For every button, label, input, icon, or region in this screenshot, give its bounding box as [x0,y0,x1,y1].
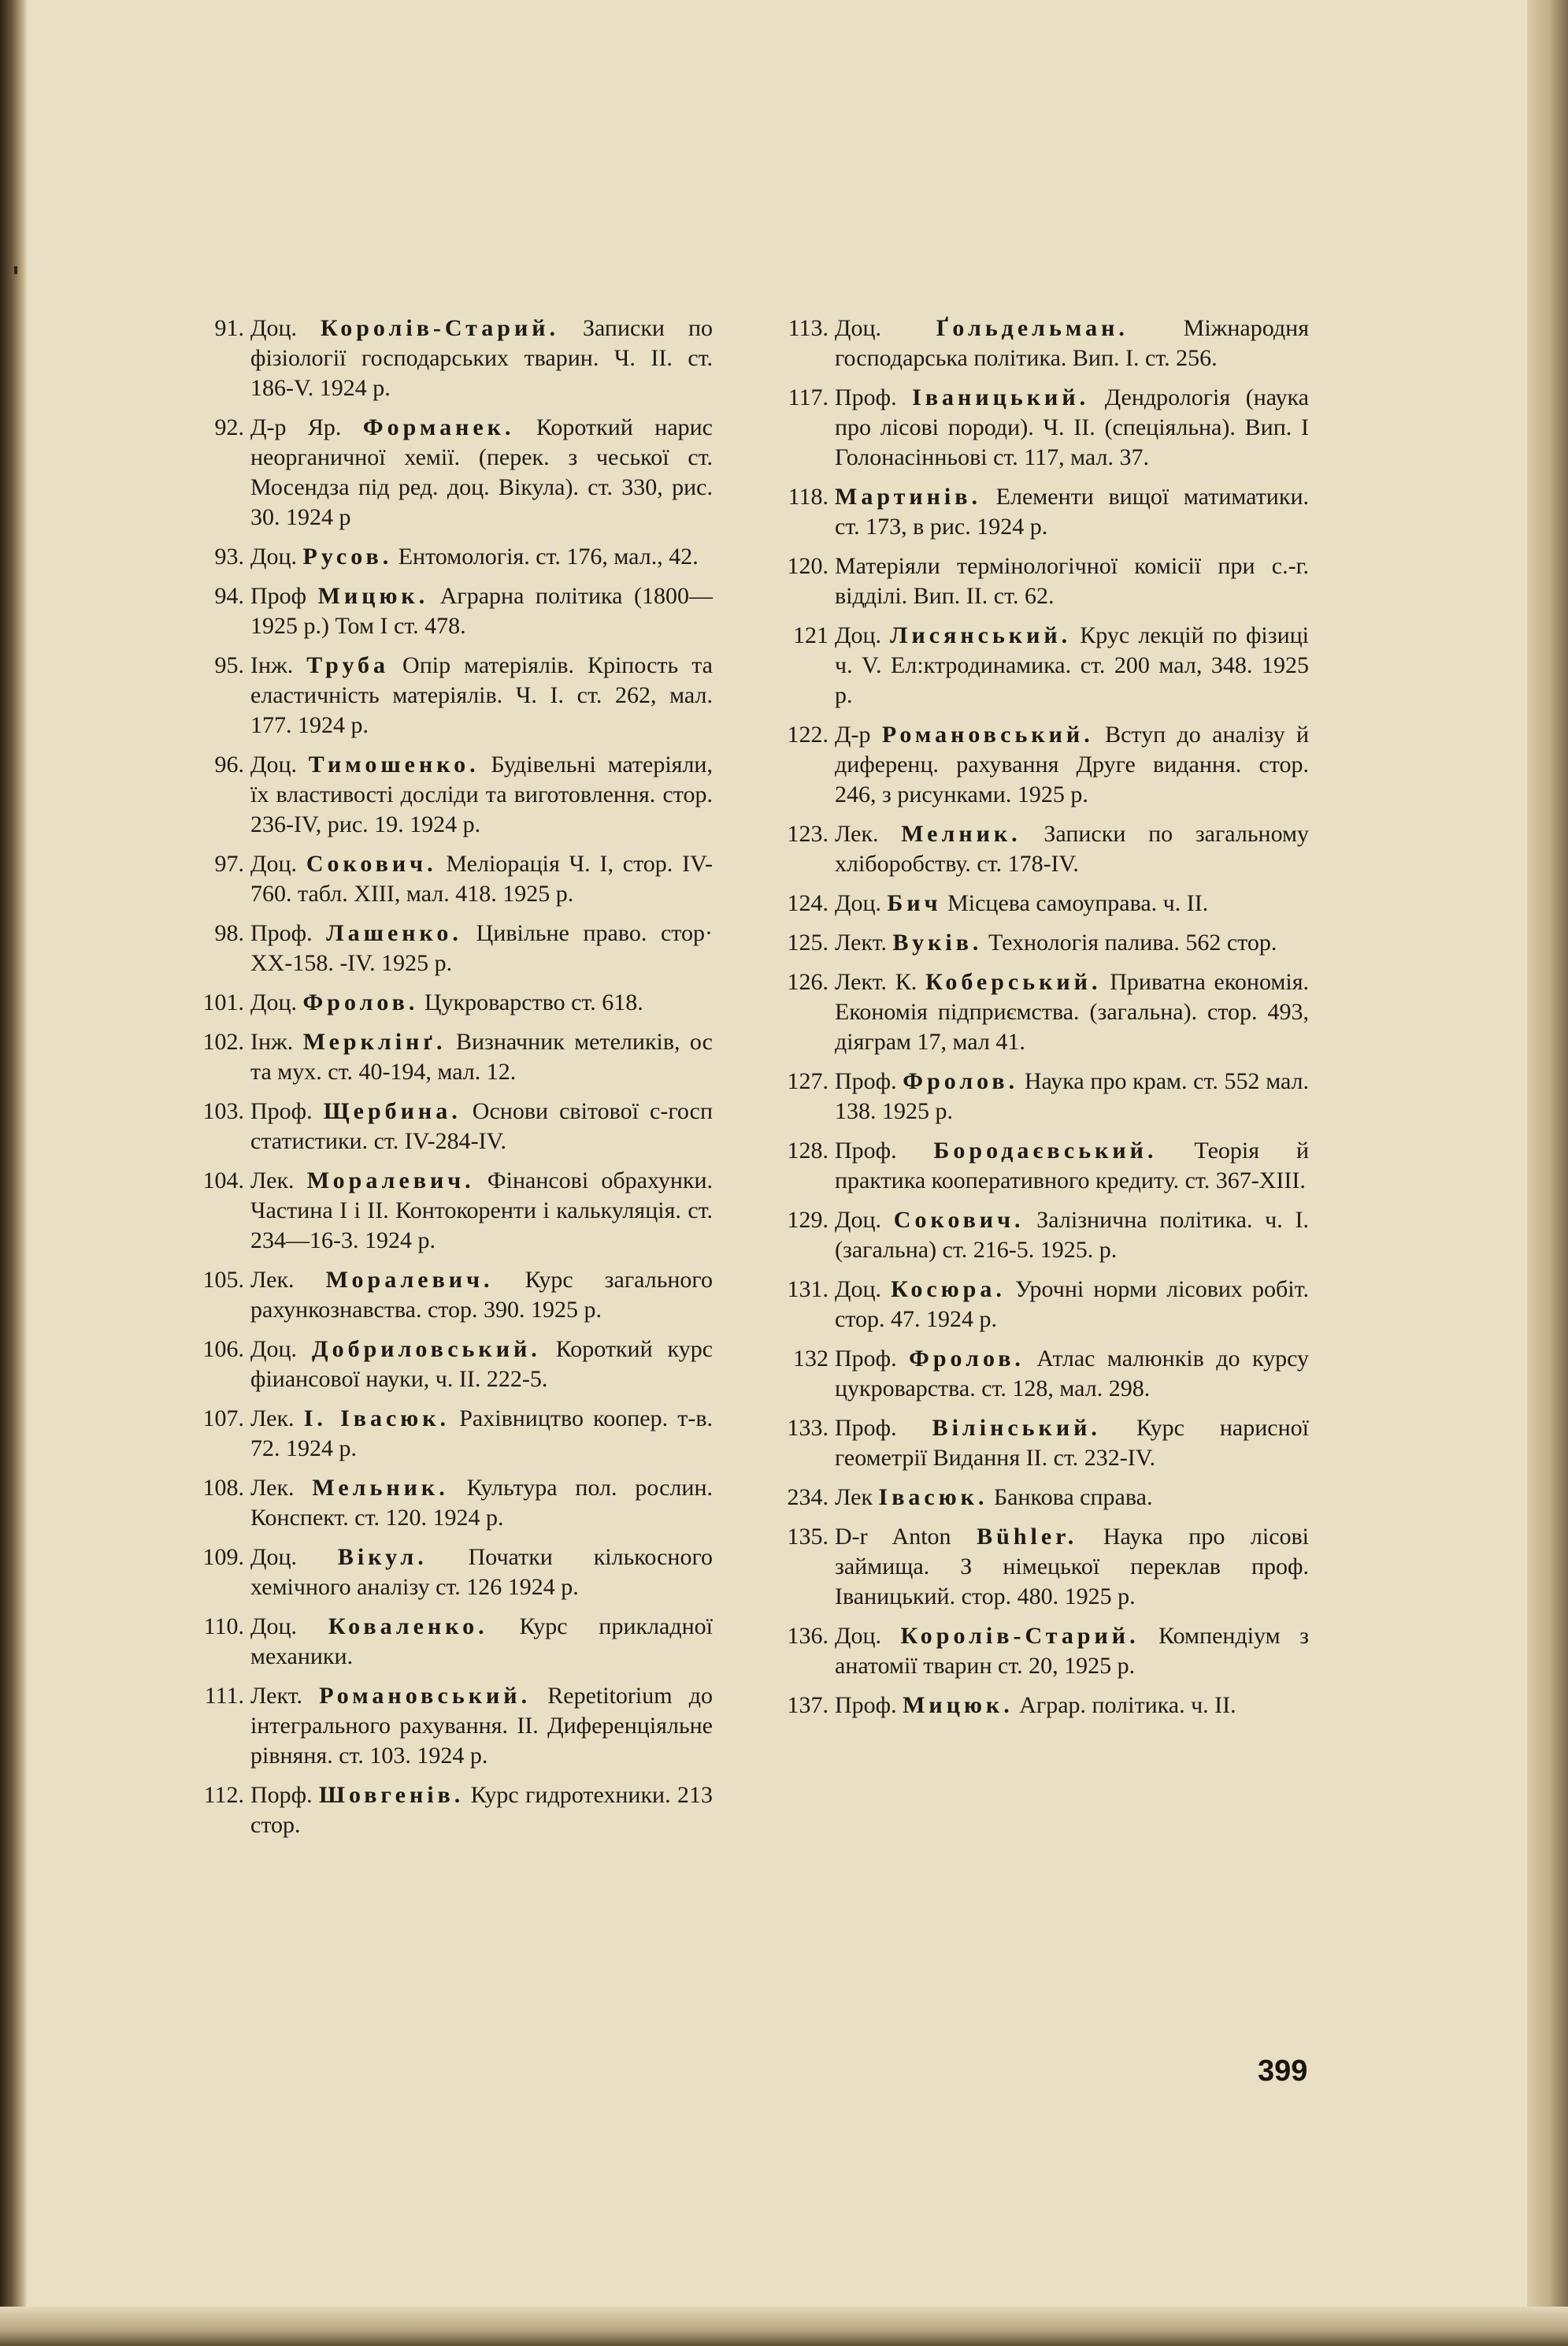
entry-author-name: Мицюк. [317,583,429,609]
entry-title-prefix: Доц. [250,851,298,877]
entry-number: 124. [787,890,828,916]
entry-text [835,889,1309,919]
entry-text [835,621,1309,711]
entry-description: Меліорація Ч. I, стор. IV-760. табл. XIII, мал. 418. 1925 р. [250,851,714,907]
entry-description: Матеріяли термінологічної комісії при с.-г. відділі. Вип. II. ст. 62. [835,553,1309,609]
entry-description: Repetitorium до інтегрального рахування. II. Диференціяльне рівняня. ст. 103. 1924 р. [250,1683,714,1769]
entry-number: 122. [787,722,828,748]
entry-number: 107. [202,1405,244,1431]
bibliography-entry [781,621,1309,711]
book-spine-shadow [0,0,27,2346]
entry-description: Аграр. політика. ч. II. [1019,1692,1236,1718]
entry-title-prefix: Інж. [250,1029,294,1055]
entry-text [835,720,1309,810]
entry-title-prefix: Доц. [835,1276,882,1302]
entry-title-prefix: Проф. [835,384,897,410]
entry-author-name: Вікул. [337,1544,428,1570]
entry-text [835,1344,1309,1404]
bibliography-entry [197,988,713,1018]
entry-author-name: Романовський. [881,722,1094,748]
entry-author-name: Мелник. [901,821,1021,847]
entry-title-prefix: Проф. [250,1098,313,1124]
entry-text [835,1522,1309,1612]
bibliography-entry [781,819,1309,879]
entry-title-prefix: Інж. [250,652,294,678]
entry-description: Банкова справа. [993,1484,1153,1510]
left-column [197,314,713,1850]
entry-description: Курс нарисної геометрії Видання II. ст. 232-IV. [835,1415,1310,1471]
entry-description: Дендрологія (наука про лісові породи). Ч. II. (спеціяльна). Вип. I Голонасінньові ст. 117, мал. 37. [835,384,1309,470]
entry-description: Ентомологія. ст. 176, мал., 42. [398,544,699,570]
entry-number: 91. [214,315,244,341]
entry-number: 234. [787,1484,828,1510]
entry-author-name: Бич [887,890,942,916]
entry-number: 105. [202,1267,244,1293]
entry-number: 117. [788,384,828,410]
entry-number: 121 [793,622,828,648]
entry-description: Короткий нарис неорганичної хемії. (перек. з чеської ст. Мосендза під ред. доц. Вікула). ст. 330, рис. 30. 1924 р [250,414,713,530]
entry-description: Курс загального рахункознавства. стор. 390. 1925 р. [250,1267,713,1323]
entry-author-name: Лисянський. [890,622,1072,648]
entry-text [250,542,713,572]
entry-description: Залізнична політика. ч. I. (загальна) ст. 216-5. 1925. р. [835,1207,1310,1263]
entry-author-name: Фролов. [909,1346,1025,1372]
bibliography-entry [197,1166,713,1256]
entry-title-prefix: Д-р [835,722,871,748]
entry-title-prefix: Доц. [250,315,298,341]
entry-author-name: Форманек. [362,414,515,440]
entry-number: 131. [787,1276,828,1302]
bibliography-entry [197,1473,713,1533]
bibliography-entry [197,1265,713,1325]
entry-text [250,1612,713,1672]
entry-description: Наука про крам. ст. 552 мал. 138. 1925 р. [835,1068,1310,1124]
entry-text [250,1404,713,1464]
bibliography-entry [197,1612,713,1672]
entry-number: 135. [787,1524,828,1550]
page-edge-right [1527,0,1568,2346]
entry-author-name: Тимошенко. [308,752,480,778]
entry-description: Вступ до аналізу й диференц. рахування Друге видання. стор. 246, з рисунками. 1925 р. [835,722,1310,807]
margin-mark [14,266,17,274]
bibliography-entry [197,750,713,840]
entry-number: 97. [214,851,244,877]
bibliography-entry [781,1067,1309,1127]
entry-text [250,581,713,641]
entry-author-name: Bühler. [977,1524,1078,1550]
entry-description: Записки по фізіології господарських тварин. Ч. II. ст. 186-V. 1924 р. [250,315,713,401]
entry-description: Записки по загальному хліборобству. ст. 178-IV. [835,821,1310,877]
entry-title-prefix: Доц. [250,1544,298,1570]
entry-title-prefix: Доц. [250,752,298,778]
entry-text [835,551,1309,611]
entry-text [250,750,713,840]
entry-title-prefix: Лект. [835,930,887,956]
entry-number: 95. [214,652,244,678]
entry-number: 125. [787,930,828,956]
entry-description: Короткий курс фіиансової науки, ч. II. 222-5. [250,1336,714,1392]
entry-title-prefix: Проф. [835,1415,897,1441]
bibliography-entry [781,967,1309,1057]
entry-author-name: Щербина. [323,1098,462,1124]
entry-title-prefix: Доц. [835,1623,882,1649]
bibliography-entry [781,482,1309,542]
entry-description: Цивільне право. стор· XX-158. -IV. 1925 р. [250,920,713,976]
entry-author-name: Добриловський. [311,1336,541,1362]
bibliography-entry [781,1275,1309,1334]
entry-text [835,1413,1309,1473]
bibliography-entry [781,1621,1309,1681]
entry-number: 120. [787,553,828,579]
entry-number: 108. [202,1475,244,1501]
entry-author-name: Сокович. [306,851,437,877]
entry-description: Визначник метеликів, ос та мух. ст. 40-194, мал. 12. [250,1029,713,1085]
entry-author-name: Вілінський. [932,1415,1101,1441]
entry-text [250,988,713,1018]
entry-title-prefix: Доц. [835,315,882,341]
entry-description: Міжнародня господарська політика. Вип. I. ст. 256. [835,315,1310,371]
entry-text [250,1780,713,1840]
bibliography-entry [197,651,713,741]
entry-title-prefix: Лект. [250,1683,302,1709]
entry-title-prefix: Доц. [250,544,298,570]
entry-number: 102. [202,1029,244,1055]
entry-description: Елементи вищої матиматики. ст. 173, в рис. 1924 р. [835,484,1309,540]
entry-text [250,1473,713,1533]
entry-author-name: Бородаєвський. [933,1138,1158,1164]
entry-text [835,1275,1309,1334]
entry-title-prefix: Проф. [835,1346,897,1372]
entry-description: Приватна економія. Економія підприємства. (загальна). стор. 493, діяграм 17, мал 41. [835,969,1310,1055]
entry-author-name: Сокович. [893,1207,1025,1233]
entry-title-prefix: Проф. [835,1692,897,1718]
bibliography-entry [197,1542,713,1602]
bibliography-entry [781,1136,1309,1196]
entry-author-name: Мартинів. [835,484,981,510]
entry-description: Наука про лісові займища. З німецької переклав проф. Іваницький. стор. 480. 1925 р. [835,1524,1310,1609]
entry-number: 104. [202,1167,244,1193]
bibliography-entry [781,383,1309,473]
bibliography-entry [781,889,1309,919]
entry-title-prefix: Проф. [835,1138,897,1164]
entry-description: Початки кількосного хемічного аналізу ст. 126 1924 р. [250,1544,713,1600]
entry-author-name: Косюра. [891,1276,1006,1302]
entry-author-name: Вуків. [892,930,983,956]
entry-author-name: Ґольдельман. [936,315,1129,341]
entry-title-prefix: Доц. [250,1613,298,1639]
entry-author-name: Мельник. [312,1475,449,1501]
bibliography-entry [781,928,1309,958]
entry-description: Курс прикладної механики. [250,1613,714,1669]
entry-description: Компендіум з анатомії тварин ст. 20, 1925 р. [835,1623,1310,1679]
entry-text [250,1334,713,1394]
entry-title-prefix: Лек [835,1484,873,1510]
entry-text [835,819,1309,879]
bibliography-entry [781,1483,1309,1513]
entry-number: 98. [214,920,244,946]
entry-number: 128. [787,1138,828,1164]
entry-description: Атлас малюнків до курсу цукроварства. ст. 128, мал. 298. [835,1346,1310,1401]
entry-title-prefix: Доц. [835,1207,882,1233]
entry-title-prefix: Доц. [835,890,882,916]
entry-number: 118. [788,484,828,510]
bibliography-entry [781,1691,1309,1721]
entry-text [835,967,1309,1057]
bibliography-entry [197,1097,713,1156]
entry-author-name: Шовгенів. [319,1782,465,1808]
bibliography-entry [197,1334,713,1394]
entry-title-prefix: Проф [250,583,307,609]
bibliography-entry [197,1027,713,1087]
entry-text [250,849,713,909]
entry-author-name: Королів-Старий. [320,315,560,341]
entry-text [835,482,1309,542]
entry-author-name: І. Івасюк. [303,1405,450,1431]
entry-author-name: Лашенко. [326,920,462,946]
entry-text [250,651,713,741]
entry-author-name: Іваницький. [912,384,1090,410]
entry-author-name: Романовський. [319,1683,532,1709]
page-edge-bottom [0,2307,1568,2346]
entry-description: Фінансові обрахунки. Частина I і II. Контокоренти і калькуляція. ст. 234—16-3. 1924 р. [250,1167,714,1253]
entry-number: 112. [203,1782,244,1808]
entry-description: Основи світової с-госп статистики. ст. IV-284-IV. [250,1098,713,1154]
entry-description: Курс гидротехники. 213 стор. [250,1782,713,1838]
entry-author-name: Коваленко. [328,1613,488,1639]
entry-number: 136. [787,1623,828,1649]
bibliography-entry [781,1522,1309,1612]
entry-title-prefix: Проф. [250,920,313,946]
entry-description: Місцева самоуправа. ч. II. [947,890,1209,916]
entry-text [835,1483,1309,1513]
entry-number: 106. [202,1336,244,1362]
entry-text [835,1621,1309,1681]
right-column [781,314,1309,1730]
entry-description: Рахівництво коопер. т-в. 72. 1924 р. [250,1405,714,1461]
entry-description: Опір матеріялів. Кріпость та еластичність матеріялів. Ч. I. ст. 262, мал. 177. 1924 р. [250,652,713,738]
entry-text [835,314,1309,373]
bibliography-entry [781,1413,1309,1473]
entry-number: 93. [214,544,244,570]
entry-number: 92. [214,414,244,440]
entry-title-prefix: Доц. [250,1336,298,1362]
entry-text [835,1136,1309,1196]
entry-description: Крус лекцій по фізиці ч. V. Ел:ктродинамика. ст. 200 мал, 348. 1925 р. [835,622,1310,708]
entry-number: 94. [214,583,244,609]
entry-title-prefix: D-r Anton [835,1524,951,1550]
bibliography-entry [197,581,713,641]
entry-number: 133. [787,1415,828,1441]
entry-title-prefix: Доц. [250,989,298,1015]
entry-author-name: Івасюк. [878,1484,988,1510]
entry-title-prefix: Доц. [835,622,882,648]
entry-text [835,1691,1309,1721]
bibliography-entry [197,1681,713,1771]
entry-description: Цукроварство ст. 618. [424,989,643,1015]
entry-number: 132 [793,1346,828,1372]
bibliography-entry [197,314,713,403]
entry-text [250,1681,713,1771]
entry-author-name: Моралевич. [325,1267,494,1293]
bibliography-entry [781,314,1309,373]
bibliography-entry [781,720,1309,810]
entry-text [250,1265,713,1325]
entry-text [250,413,713,533]
entry-description: Урочні норми лісових робіт. стор. 47. 1924 р. [835,1276,1309,1332]
entry-text [250,919,713,978]
entry-title-prefix: Порф. [250,1782,313,1808]
entry-number: 137. [787,1692,828,1718]
entry-text [250,314,713,403]
entry-text [250,1027,713,1087]
entry-text [250,1097,713,1156]
entry-text [835,1205,1309,1265]
entry-title-prefix: Лек. [250,1267,295,1293]
entry-title-prefix: Проф. [835,1068,897,1094]
entry-description: Технологія палива. 562 стор. [988,930,1277,956]
entry-title-prefix: Лек. [250,1405,295,1431]
entry-number: 110. [203,1613,244,1639]
entry-author-name: Моралевич. [306,1167,475,1193]
entry-author-name: Мицюк. [903,1692,1014,1718]
entry-text [835,1067,1309,1127]
entry-number: 113. [788,315,828,341]
entry-author-name: Фролов. [903,1068,1019,1094]
bibliography-entry [197,1404,713,1464]
entry-description: Теорія й практика кооперативного кредиту. ст. 367-XIII. [835,1138,1310,1193]
entry-number: 111. [204,1683,244,1709]
entry-number: 103. [202,1098,244,1124]
entry-number: 126. [787,969,828,995]
bibliography-entry [197,542,713,572]
entry-title-prefix: Лект. К. [835,969,917,995]
entry-author-name: Мерклінґ. [302,1029,447,1055]
entry-number: 101. [202,989,244,1015]
entry-text [835,383,1309,473]
entry-author-name: Фролов. [302,989,419,1015]
bibliography-entry [197,919,713,978]
entry-description: Культура пол. рослин. Конспект. ст. 120. 1924 р. [250,1475,714,1531]
entry-number: 109. [202,1544,244,1570]
entry-text [250,1542,713,1602]
bibliography-entry [781,1344,1309,1404]
entry-description: Аграрна політика (1800—1925 р.) Том I ст. 478. [250,583,713,639]
entry-text [250,1166,713,1256]
bibliography-entry [781,551,1309,611]
entry-number: 129. [787,1207,828,1233]
entry-title-prefix: Д-р Яр. [250,414,342,440]
entry-author-name: Русов. [302,544,393,570]
bibliography-entry [781,1205,1309,1265]
entry-author-name: Королів-Старий. [900,1623,1140,1649]
entry-text [835,928,1309,958]
entry-number: 123. [787,821,828,847]
entry-title-prefix: Лек. [835,821,879,847]
bibliography-entry [197,849,713,909]
entry-title-prefix: Лек. [250,1475,295,1501]
bibliography-entry [197,413,713,533]
page-number: 399 [1258,2055,1308,2088]
entry-author-name: Труба [306,652,390,678]
entry-title-prefix: Лек. [250,1167,295,1193]
entry-description: Будівельні матеріяли, їх властивості досліди та виготовлення. стор. 236-IV, рис. 19. 1924 р. [250,752,713,837]
entry-number: 96. [214,752,244,778]
entry-author-name: Коберський. [925,969,1102,995]
entry-number: 127. [787,1068,828,1094]
bibliography-entry [197,1780,713,1840]
